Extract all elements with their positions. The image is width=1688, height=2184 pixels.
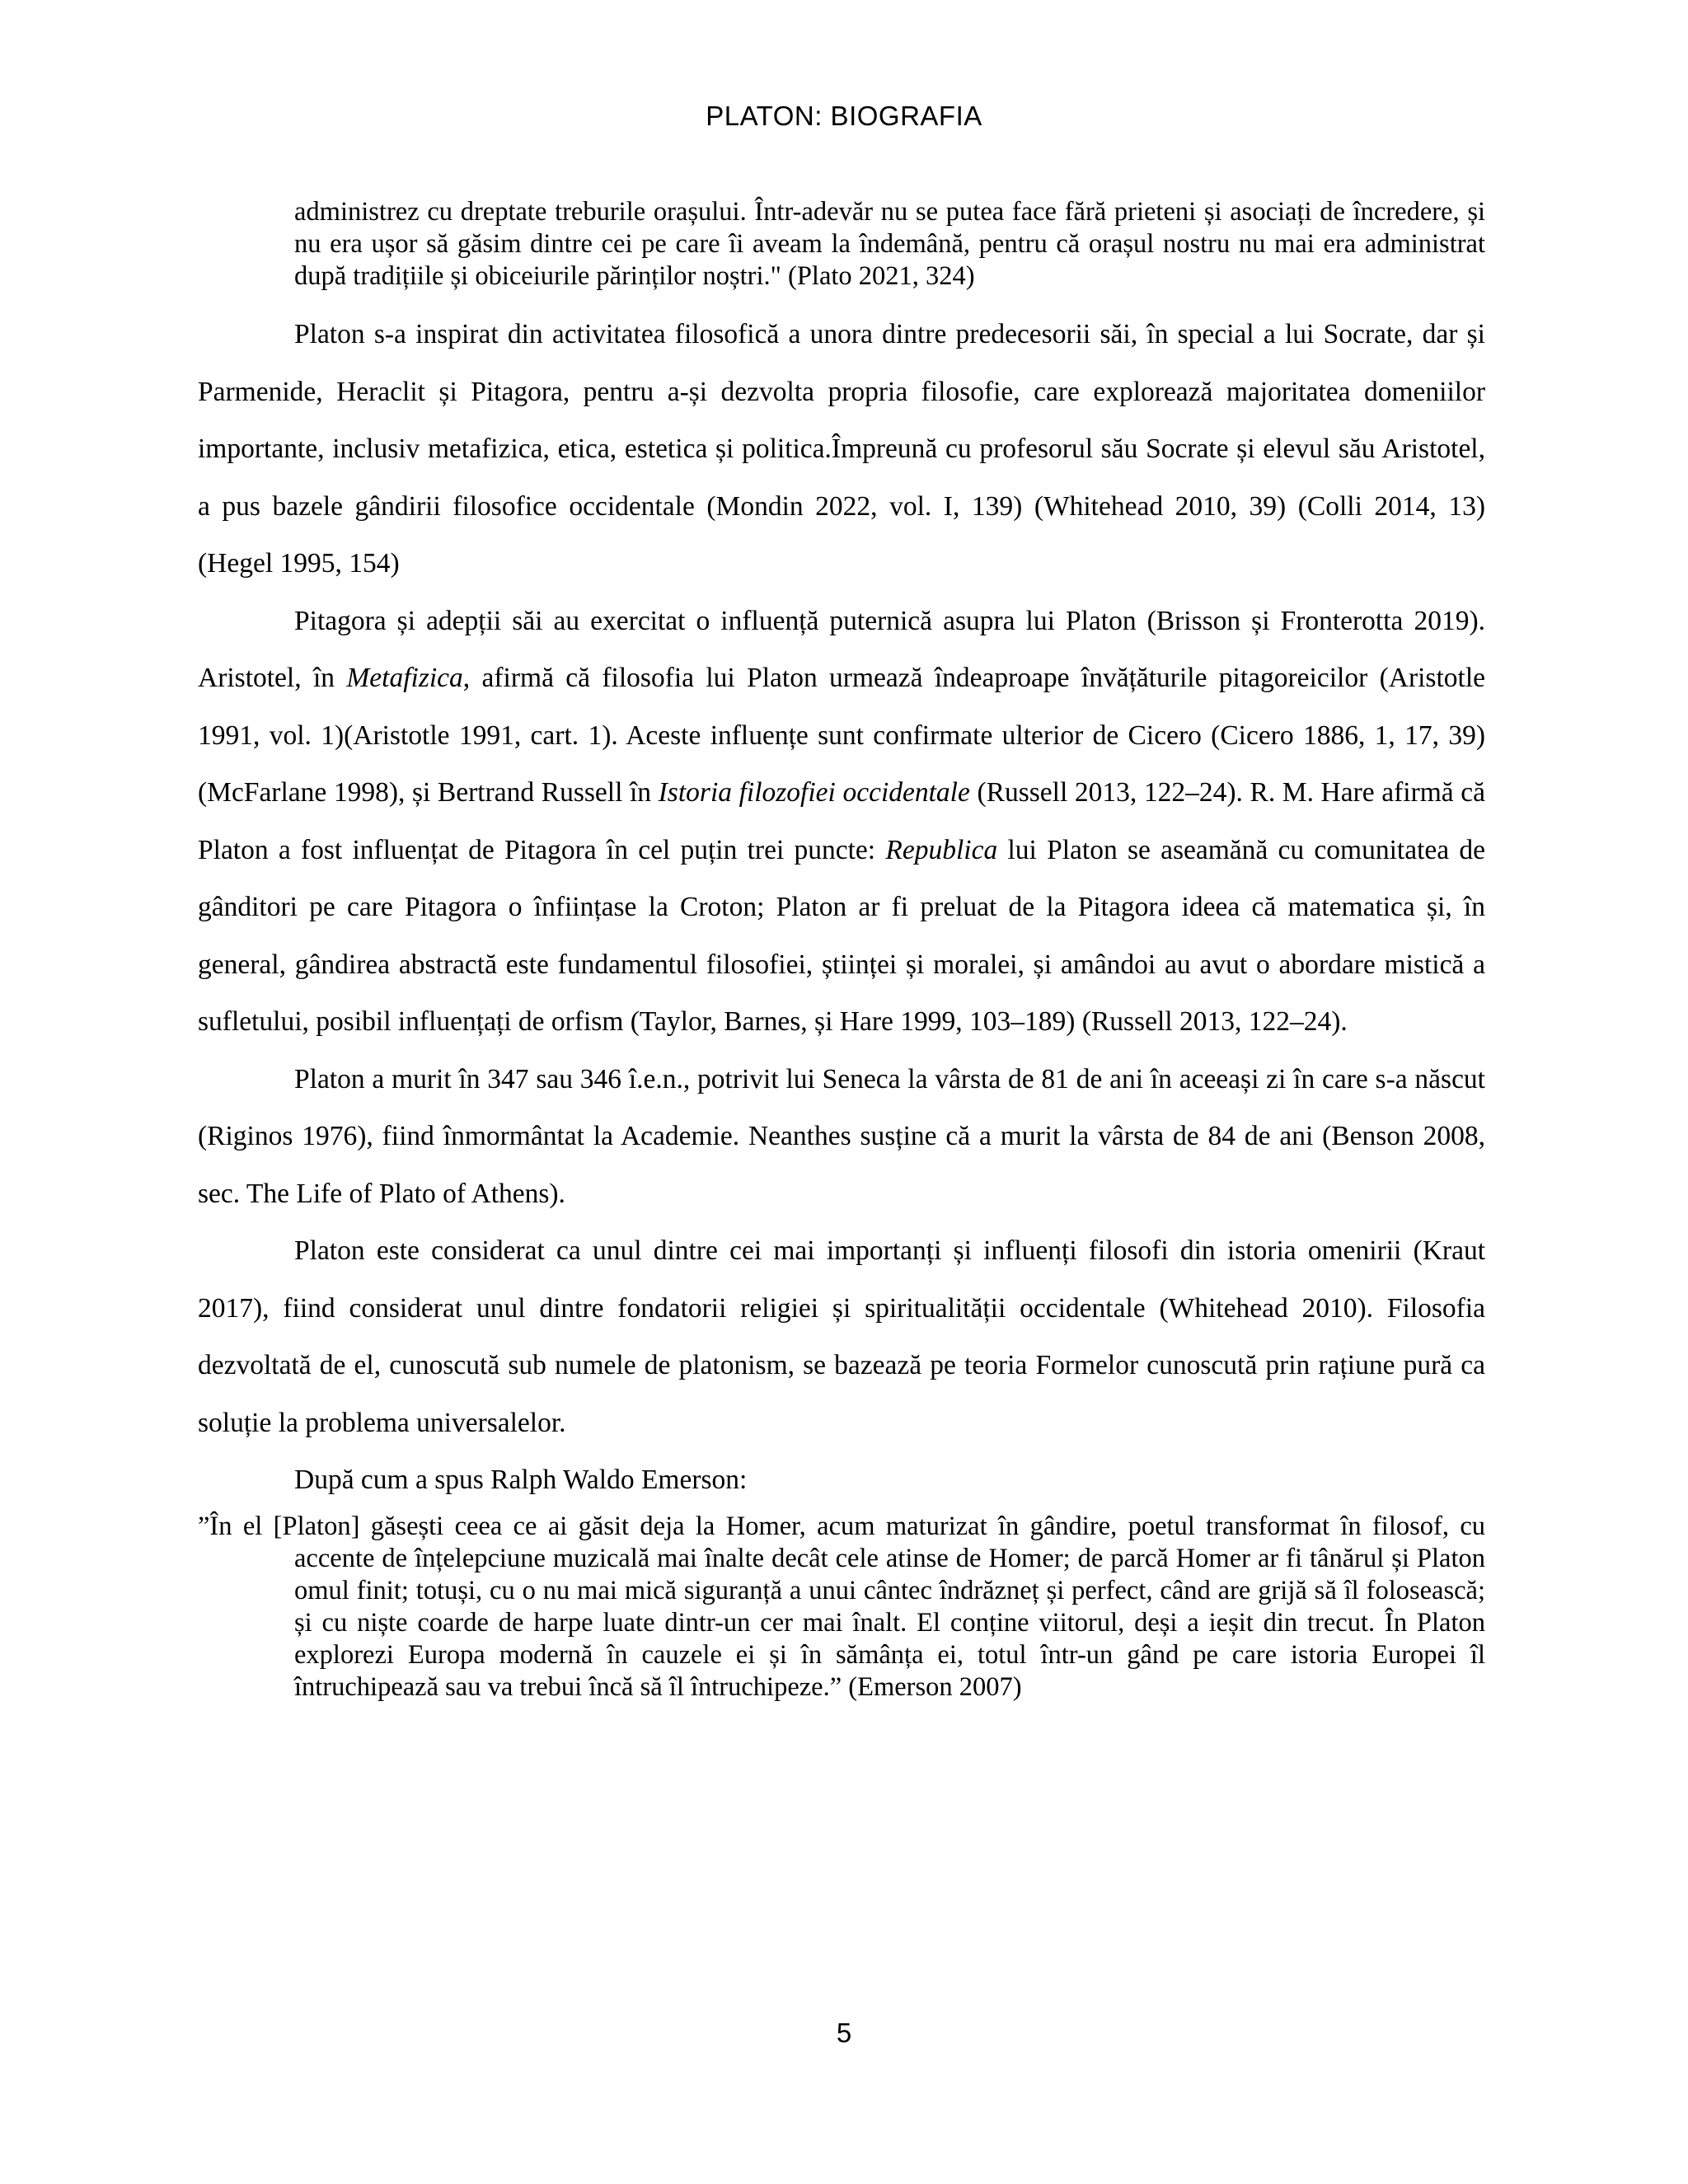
title-metafizica: Metafizica (346, 663, 463, 693)
title-republica: Republica (885, 834, 998, 865)
text-span: lui Platon se aseamănă cu comunitatea de gânditori pe care Pitagora o înființase la Croton; Platon ar fi preluat de la Pitagora ideea că matematica și, în general, gândirea abstractă este fundamentul filosofiei, științei și moralei, și amândoi au avut o abordare mistică a sufletului, posibil influențați de orfism (Taylor, Barnes, și Hare 1999, 103–189) (Russell 2013, 122–24). (198, 834, 1485, 1037)
block-quote-continuation: administrez cu dreptate treburile orașului. Într-adevăr nu se putea face fără prieteni și asociați de încredere, și nu era ușor să găsim dintre cei pe care îi aveam la îndemână, pentru că orașul nostru nu mai era administrat după tradițiile și obiceiurile părinților noștri." (Plato 2021, 324) (294, 197, 1485, 291)
paragraph-emerson-intro: După cum a spus Ralph Waldo Emerson: (294, 1465, 748, 1495)
paragraph-influences: Platon s-a inspirat din activitatea filosofică a unora dintre predecesorii săi, în special a lui Socrate, dar și Parmenide, Heraclit și Pitagora, pentru a-și dezvolta propria filosofie, care explorează majoritatea domeniilor importante, inclusiv metafizica, etica, estetica și politica.Împreună cu profesorul său Socrate și elevul său Aristotel, a pus bazele gândirii filosofice occidentale (Mondin 2022, vol. I, 139) (Whitehead 2010, 39) (Colli 2014, 13) (Hegel 1995, 154) (198, 319, 1485, 579)
paragraph-legacy: Platon este considerat ca unul dintre cei mai importanți și influenți filosofi din istoria omenirii (Kraut 2017), fiind considerat unul dintre fondatorii religiei și spiritualității occidentale (Whitehead 2010). Filosofia dezvoltată de el, cunoscută sub numele de platonism, se bazează pe teoria Formelor cunoscută prin rațiune pură ca soluție la problema universalelor. (198, 1235, 1485, 1438)
paragraph-pythagoras (198, 593, 1485, 1051)
block-quote-emerson: ”În el [Platon] găsești ceea ce ai găsit deja la Homer, acum maturizat în gândire, poetul transformat în filosof, cu accente de înțelepciune muzicală mai înalte decât cele atinse de Homer; de parcă Homer ar fi tânărul și Platon omul finit; totuși, cu o nu mai mică siguranță a unui cântec îndrăzneț și perfect, când are grijă să îl folosească; și cu niște coarde de harpe luate dintr-un cer mai înalt. El conține viitorul, deși a ieșit din trecut. În Platon explorezi Europa modernă în cauzele ei și în sămânța ei, totul într-un gând pe care istoria Europei îl întruchipează sau va trebui încă să îl întruchipeze.” (Emerson 2007) (198, 1511, 1485, 1702)
text-span: Pitagora și adepții săi au exercitat o influență puternică asupra lui Platon (Brisson și Fronterotta 2019). Aristotel, în (198, 605, 1485, 693)
page-content (198, 196, 1485, 1704)
title-istoria-filozofiei: Istoria filozofiei occidentale (658, 777, 970, 808)
text-span: (Russell 2013, 122–24). R. M. Hare afirmă că Platon a fost influențat de Pitagora în cel puțin trei puncte: (198, 777, 1485, 865)
paragraph-death: Platon a murit în 347 sau 346 î.e.n., potrivit lui Seneca la vârsta de 81 de ani în aceeași zi în care s-a născut (Riginos 1976), fiind înmormântat la Academie. Neanthes susține că a murit la vârsta de 84 de ani (Benson 2008, sec. The Life of Plato of Athens). (198, 1063, 1485, 1209)
page-header: PLATON: BIOGRAFIA (706, 101, 982, 131)
page-number: 5 (836, 2018, 852, 2048)
text-span: , afirmă că filosofia lui Platon urmează îndeaproape învățăturile pitagoreicilor (Aristotle 1991, vol. 1)(Aristotle 1991, cart. 1). Aceste influențe sunt confirmate ulterior de Cicero (Cicero 1886, 1, 17, 39) (McFarlane 1998), și Bertrand Russell în (198, 663, 1485, 808)
body-text (198, 306, 1485, 1509)
